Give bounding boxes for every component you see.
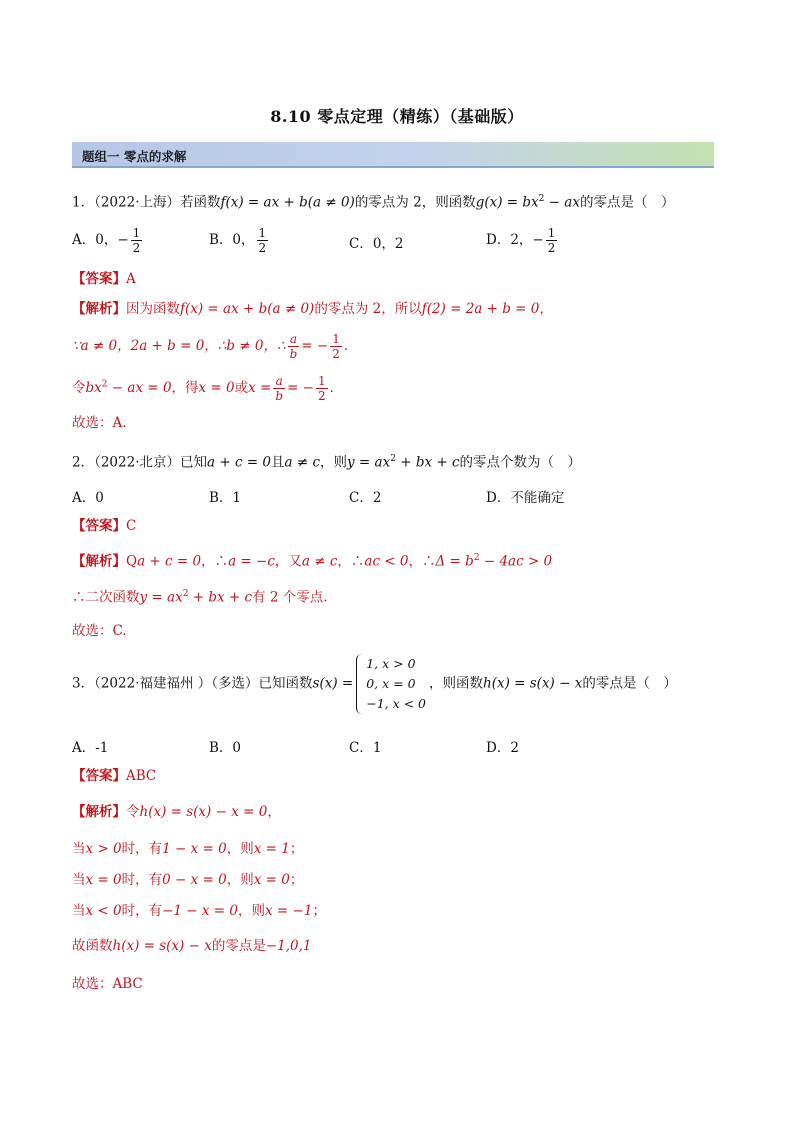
q3-stem-s: s(x) =	[312, 675, 354, 692]
q1-option-b	[209, 226, 270, 255]
q1-choice: 故选：A.	[72, 415, 127, 431]
q3-case-2: 0, x = 0	[366, 676, 416, 691]
q2-stem-mid: ，则	[320, 454, 348, 471]
q3-stem-prefix: 3．（2022·福建福州 ）（多选）已知函数	[72, 675, 313, 692]
q1-stem-sup: 2	[538, 194, 545, 204]
q1-a3-den2: 2	[317, 389, 326, 403]
q3-answer-tag: 【答案】	[72, 768, 126, 784]
q1-stem-suffix: 的零点是（ ）	[579, 194, 675, 211]
q3-answer	[72, 767, 156, 785]
q3-a3-cond: x = 0	[85, 872, 122, 888]
q1-a2-num2: 1	[332, 332, 340, 346]
q3-a2-c: ，则	[226, 841, 254, 857]
q2-analysis-tag: 【解析】	[72, 553, 126, 570]
q1-opt-b-num: 1	[258, 226, 267, 240]
q1-a3-fraction-2	[316, 374, 328, 403]
q3-a3-res: x = 0	[253, 872, 290, 888]
q1-opt-d-prefix: D．2，−	[486, 232, 544, 248]
q1-analysis-line-2	[72, 332, 357, 361]
q1-a1-eq: f(2) = 2a + b = 0	[421, 301, 540, 317]
q2-a1-b: ，∴	[201, 553, 229, 570]
q1-opt-a-prefix: A．0，−	[72, 232, 129, 248]
q3-a3-eq: 0 − x = 0	[162, 872, 227, 888]
q1-a3-sup: 2	[101, 379, 108, 390]
q1-answer-tag: 【答案】	[72, 271, 126, 287]
q3-a2-eq: 1 − x = 0	[162, 841, 227, 857]
q2-a1-d: ，∴	[337, 553, 365, 570]
q1-a1-f: f(x) = ax + b(a ≠ 0)	[180, 301, 315, 317]
q2-a1-eq6: − 4ac > 0	[479, 553, 553, 570]
q1-a3-den: b	[275, 389, 284, 403]
q3-stem-mid: ，则函数	[429, 675, 484, 692]
q2-stem-sup: 2	[390, 454, 396, 464]
q1-a2-den2: 2	[332, 347, 340, 361]
q1-a3-x0: x = 0	[198, 380, 235, 396]
q3-analysis-line-1	[72, 803, 281, 821]
q1-opt-d-fraction	[546, 226, 558, 255]
q3-answer-value: ABC	[126, 768, 157, 784]
q3-a1-end: ，	[267, 804, 281, 820]
q3-analysis-tag: 【解析】	[72, 804, 126, 820]
q1-analysis-line-1	[72, 300, 553, 318]
q2-stem-c2: a ≠ c	[284, 454, 321, 471]
q1-opt-d-num: 1	[547, 226, 556, 240]
q2-a1-c: ，又	[274, 553, 302, 570]
q3-a2-a: 当	[72, 841, 86, 857]
q1-opt-a-den: 2	[132, 241, 141, 255]
q2-a1-eq4: ac < 0	[364, 553, 409, 570]
q1-a3-eq: bx	[85, 380, 102, 396]
q3-a4-res: x = −1	[265, 903, 313, 919]
q1-opt-b-fraction	[257, 226, 269, 255]
q3-case-1: 1, x > 0	[366, 656, 416, 671]
q3-case-3: −1, x < 0	[366, 696, 427, 711]
q3-a5-text: 故函数	[72, 938, 113, 954]
q3-a5-res: −1,0,1	[265, 938, 312, 954]
q3-analysis-line-4	[72, 902, 326, 920]
q1-a2-end: ．	[343, 338, 358, 354]
q3-option-d: D．2	[486, 740, 519, 756]
q1-a3-fraction	[273, 374, 285, 403]
q3-a4-b: 时，有	[121, 903, 163, 919]
q2-stem	[72, 450, 581, 472]
q1-a2-num: a	[288, 332, 300, 347]
q2-a2-end: 有 2 个零点.	[252, 589, 328, 606]
q3-option-b: B．0	[209, 740, 242, 756]
q1-a1-end: ，	[539, 301, 553, 317]
q1-stem	[72, 190, 674, 212]
q1-analysis-tag: 【解析】	[72, 301, 126, 317]
q1-stem-mid: 的零点为 2，则函数	[354, 194, 476, 211]
q1-stem-f: f(x) = ax + b(a ≠ 0)	[220, 194, 355, 211]
q3-a2-d: ；	[289, 841, 304, 857]
q2-option-a: A．0	[72, 490, 104, 506]
q1-opt-b-den: 2	[258, 241, 267, 255]
q2-answer-value: C	[126, 518, 137, 534]
q1-opt-b-prefix: B．0，	[209, 232, 255, 248]
q3-a5-mid: 的零点是	[211, 938, 266, 954]
q1-option-c: C．0，2	[349, 236, 404, 252]
q3-stem	[72, 654, 677, 714]
q1-a2-fraction-2	[330, 332, 342, 361]
q3-option-c: C．1	[349, 740, 382, 756]
q1-analysis-line-3	[72, 374, 343, 403]
q3-a1-eq: h(x) = s(x) − x = 0	[139, 804, 268, 820]
q2-a1-eq5: Δ = b	[435, 553, 474, 570]
q1-opt-d-den: 2	[547, 241, 556, 255]
q2-analysis-line-1	[72, 549, 552, 571]
q2-a1-eq2: a = −c	[228, 553, 275, 570]
q1-a1-text: 因为函数	[126, 301, 180, 317]
q1-a3-num: a	[273, 374, 285, 389]
q2-a1-e: ，∴	[408, 553, 436, 570]
q1-a2-text: ∵a ≠ 0，2a + b = 0，∴b ≠ 0，∴	[72, 338, 286, 354]
q2-option-b: B．1	[209, 490, 242, 506]
q1-a3-x: x =	[248, 380, 272, 396]
q1-a3-num2: 1	[317, 374, 326, 388]
q1-a3-text: 令	[72, 380, 86, 396]
q3-a1-text: 令	[126, 804, 140, 820]
q2-a2-eq: y = ax	[139, 589, 183, 606]
q1-answer	[72, 270, 136, 288]
q1-a2-fraction	[288, 332, 300, 361]
q1-opt-a-fraction	[131, 226, 143, 255]
q2-a2-text: ∴二次函数	[72, 589, 140, 606]
q1-a1-mid: 的零点为 2，所以	[314, 301, 422, 317]
q3-analysis-line-5	[72, 937, 312, 955]
q2-a2-eq2: + bx + c	[188, 589, 253, 606]
q2-stem-prefix: 2．（2022·北京）已知	[72, 454, 207, 471]
q3-a3-d: ；	[289, 872, 304, 888]
q3-a2-res: x = 1	[253, 841, 290, 857]
q2-stem-y2: + bx + c	[395, 454, 460, 471]
q1-option-d	[486, 226, 559, 255]
q2-answer	[72, 517, 136, 535]
q2-a1-eq: a + c = 0	[137, 553, 202, 570]
q1-a3-mid: ，得	[171, 380, 199, 396]
q2-a2-sup: 2	[182, 589, 189, 599]
q3-a5-eq: h(x) = s(x) − x	[112, 938, 212, 954]
q3-analysis-line-2	[72, 840, 303, 858]
q2-a1-text: Q	[126, 553, 138, 570]
q2-option-d: D．不能确定	[486, 490, 565, 506]
q1-stem-g: g(x) = bx	[475, 194, 539, 211]
q3-a2-b: 时，有	[121, 841, 163, 857]
q3-a3-b: 时，有	[121, 872, 163, 888]
q2-analysis-line-2	[72, 585, 328, 607]
q1-a3-end: ．	[329, 380, 344, 396]
q3-piecewise	[356, 654, 426, 714]
q3-choice: 故选：ABC	[72, 976, 143, 992]
q1-stem-g2: − ax	[544, 194, 580, 211]
q2-answer-tag: 【答案】	[72, 518, 126, 534]
q2-stem-c1: a + c = 0	[207, 454, 271, 471]
q2-stem-y: y = ax	[347, 454, 391, 471]
q1-a3-eq3: = −	[287, 380, 314, 396]
q3-a2-cond: x > 0	[85, 841, 122, 857]
q3-stem-suffix: 的零点是（ ）	[582, 675, 677, 692]
q3-option-a: A．-1	[72, 740, 109, 756]
q1-a2-den: b	[289, 347, 298, 361]
q3-a4-cond: x < 0	[85, 903, 122, 919]
q3-analysis-line-3	[72, 871, 303, 889]
q1-a3-eq2: − ax = 0	[107, 380, 172, 396]
q1-opt-a-num: 1	[132, 226, 141, 240]
q2-option-c: C．2	[349, 490, 382, 506]
q3-a3-a: 当	[72, 872, 86, 888]
q2-a1-eq3: a ≠ c	[301, 553, 338, 570]
q3-a4-a: 当	[72, 903, 86, 919]
q3-brace	[356, 654, 365, 714]
q2-a1-sup: 2	[473, 553, 480, 563]
q1-option-a	[72, 226, 144, 255]
q3-a3-c: ，则	[226, 872, 254, 888]
q1-a2-eq: = −	[301, 338, 329, 354]
page-title: 8.10 零点定理（精练）（基础版）	[270, 107, 524, 126]
q1-answer-value: A	[126, 271, 136, 287]
q3-a4-c: ，则	[238, 903, 266, 919]
q2-stem-and: 且	[271, 454, 285, 471]
q1-stem-prefix: 1．（2022·上海）若函数	[72, 194, 221, 211]
q2-choice: 故选：C.	[72, 623, 127, 639]
q3-stem-h: h(x) = s(x) − x	[483, 675, 583, 692]
q2-stem-suffix: 的零点个数为（ ）	[459, 454, 582, 471]
section-label: 题组一 零点的求解	[82, 149, 187, 164]
q3-a4-d: ；	[312, 903, 326, 919]
section-header-bar	[72, 142, 714, 168]
q1-a3-or: 或	[234, 380, 249, 396]
q3-a4-eq: −1 − x = 0	[162, 903, 239, 919]
